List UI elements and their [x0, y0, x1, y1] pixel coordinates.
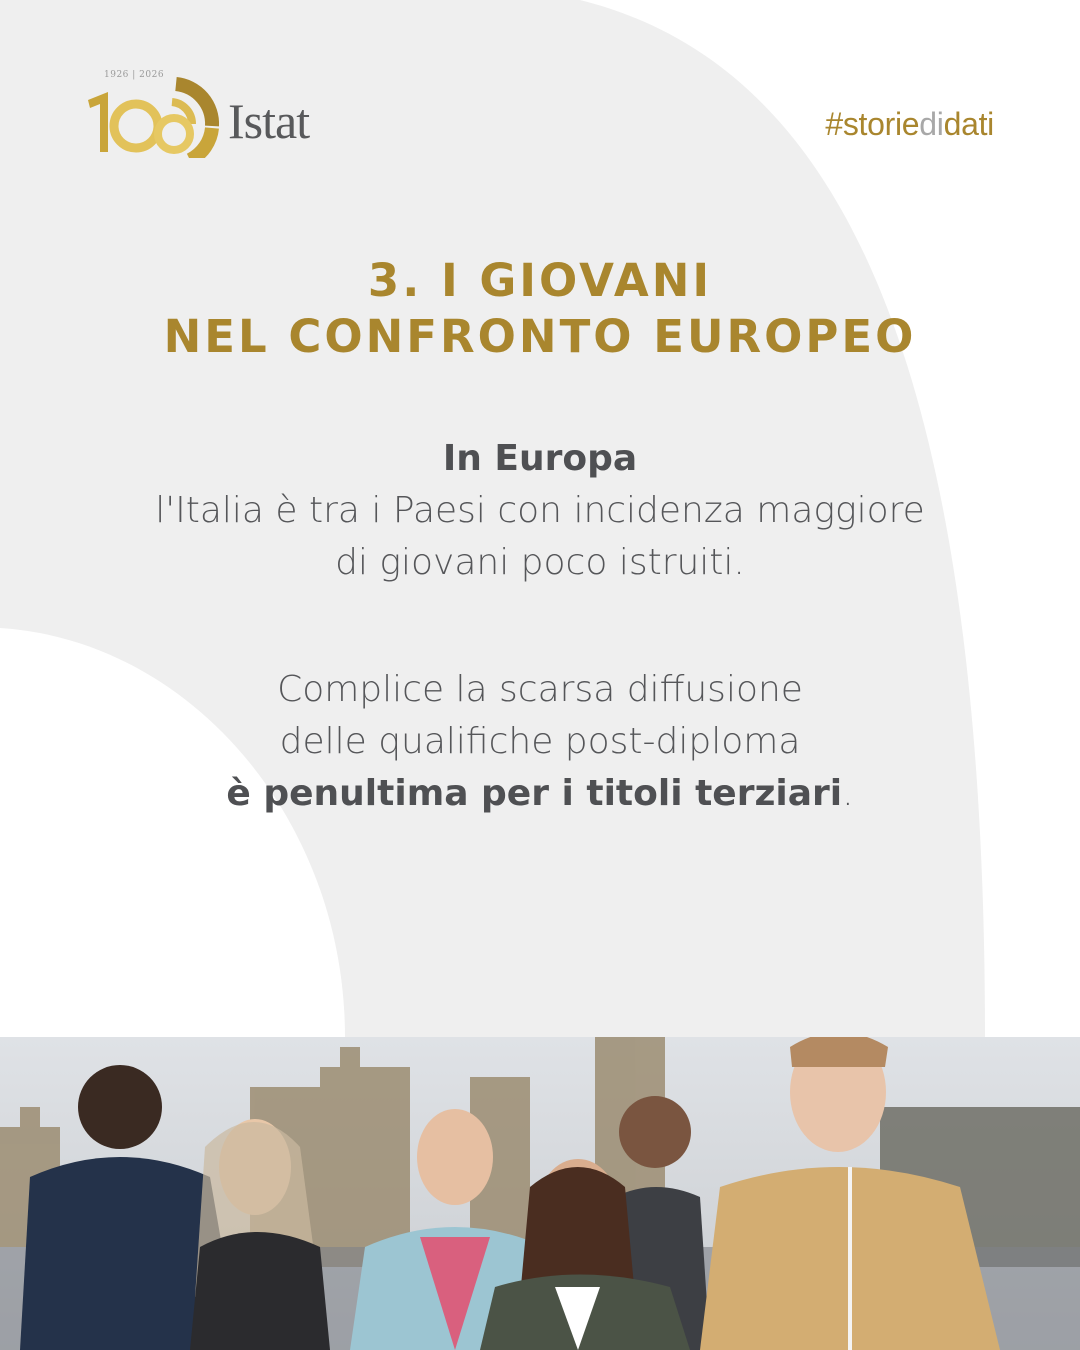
hashtag-part-dati: dati [943, 106, 994, 142]
paragraph2-bold-text: è penultima per i titoli terziari [226, 773, 843, 814]
istat-wordmark: Istat [228, 93, 310, 149]
hashtag-part-storie: #storie [825, 106, 920, 142]
paragraph1-heading: In Europa [442, 438, 638, 479]
paragraph-europe [0, 433, 1080, 589]
paragraph-tertiary [0, 664, 1080, 820]
hashtag-part-di: di [919, 106, 944, 142]
paragraph1-line-2: l'Italia è tra i Paesi con incidenza maggiore [155, 490, 925, 531]
title-line-1: 3. I GIOVANI [367, 254, 713, 307]
istat-100-logo [86, 70, 326, 160]
paragraph2-line-2: delle qualifiche post-diploma [279, 721, 801, 762]
group-of-young-people-photo [0, 1037, 1080, 1350]
paragraph1-line-3: di giovani poco istruiti. [335, 542, 745, 583]
hashtag-storiedidati [825, 106, 994, 143]
title-line-2: NEL CONFRONTO EUROPEO [163, 310, 917, 363]
page-title [0, 253, 1080, 365]
centenary-100-icon [86, 76, 226, 158]
logo-years: 1926 | 2026 [104, 70, 165, 80]
paragraph2-line-1: Complice la scarsa diffusione [277, 669, 803, 710]
paragraph2-line-3 [0, 768, 1080, 820]
paragraph2-period: . [842, 773, 854, 814]
